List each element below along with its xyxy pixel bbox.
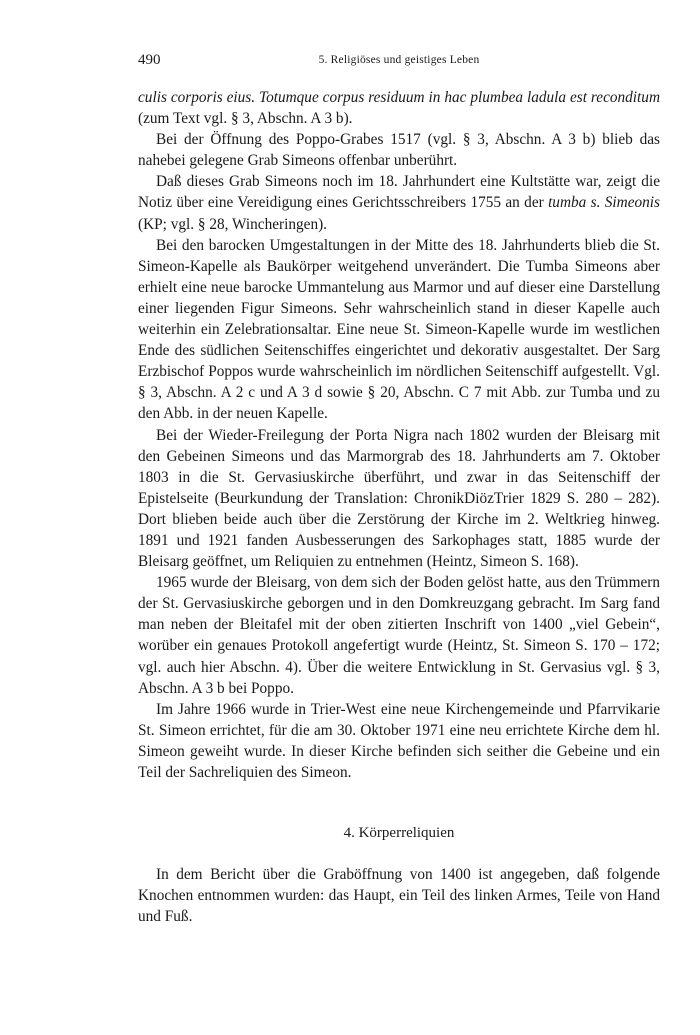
running-title: 5. Religiöses und geistiges Leben <box>318 54 480 66</box>
page-number: 490 <box>138 52 161 68</box>
paragraph-3-before: Daß dieses Grab Simeons noch im 18. Jahrhundert eine Kultstätte war, zeigt die Notiz über eine Vereidigung eines Gerichtsschreibers 1755 an der <box>138 173 660 212</box>
paragraph-7: Im Jahre 1966 wurde in Trier-West eine neue Kirchengemeinde und Pfarrvikarie St. Simeon errichtet, für die am 30. Oktober 1971 eine neu errichtete Kirche dem hl. Simeon geweiht wurde. In dieser Kirche befinden sich seither die Gebeine und ein Teil der Sachreliquien des Simeon. <box>138 700 660 781</box>
body-text <box>138 87 660 783</box>
paragraph-5: Bei der Wieder-Freilegung der Porta Nigra nach 1802 wurden der Bleisarg mit den Gebeinen Simeons und das Marmorgrab des 18. Jahrhunderts am 7. Oktober 1803 in die St. Gervasiuskirche überführt, und zwar in das Seitenschiff der Epistelseite (Beurkundung der Translation: ChronikDiözTrier 1829 S. 280 – 282). Dort blieben beide auch über die Zerstörung der Kirche im 2. Weltkrieg hinweg. 1891 und 1921 fanden Ausbesserungen des Sarkophages statt, 1885 wurde der Bleisarg geöffnet, um Reliquien zu entnehmen (Heintz, Simeon S. 168). <box>138 426 660 571</box>
latin-quote: culis corporis eius. Totumque corpus residuum in hac plumbea ladula est reconditum <box>138 89 660 106</box>
paragraph-3-italic: tumba s. Simeonis <box>548 194 661 212</box>
paragraph-6: 1965 wurde der Bleisarg, von dem sich der Boden gelöst hatte, aus den Trümmern der St. Gervasiuskirche geborgen und in den Domkreuzgang gebracht. Im Sarg fand man neben der Bleitafel mit der oben zitierten Inschrift von 1400 „viel Gebein“, worüber ein genaues Protokoll angefertigt wurde (Heintz, St. Simeon S. 170 – 172; vgl. auch hier Abschn. 4). Über die weitere Entwicklung in St. Gervasius vgl. § 3, Abschn. A 3 b bei Poppo. <box>138 574 660 697</box>
running-head <box>138 52 660 72</box>
paragraph-3 <box>138 171 660 234</box>
paragraph-4: Bei den barocken Umgestaltungen in der Mitte des 18. Jahrhunderts blieb die St. Simeon-Kapelle als Baukörper weitgehend unverändert. Die Tumba Simeons aber erhielt eine neue barocke Ummantelung aus Marmor und auf dieser eine Darstellung einer liegenden Figur Simeons. Sehr wahrscheinlich stand in dieser Kapelle auch weiterhin ein Zelebrationsaltar. Eine neue St. Simeon-Kapelle wurde im westlichen Ende des südlichen Seitenschiffes eingerichtet und dekorativ ausgestaltet. Der Sarg Erzbischof Poppos wurde wahrscheinlich im nördlichen Seitenschiff aufgestellt. Vgl. § 3, Abschn. A 2 c und A 3 d sowie § 20, Abschn. C 7 mit Abb. zur Tumba und zu den Abb. in der neuen Kapelle. <box>138 236 660 423</box>
section-text <box>138 864 660 927</box>
section-heading: 4. Körperreliquien <box>343 825 455 841</box>
paragraph-2: Bei der Öffnung des Poppo-Grabes 1517 (vgl. § 3, Abschn. A 3 b) blieb das nahebei gelegene Grab Simeons offenbar unberührt. <box>138 131 660 170</box>
section-paragraph-1: In dem Bericht über die Graböffnung von 1400 ist angegeben, daß folgende Knochen entnommen wurden: das Haupt, ein Teil des linken Armes, Teile von Hand und Fuß. <box>138 866 660 926</box>
paragraph-1-rest: (zum Text vgl. § 3, Abschn. A 3 b). <box>138 110 353 128</box>
paragraph-3-after: (KP; vgl. § 28, Wincheringen). <box>138 215 328 233</box>
paragraph-1 <box>138 87 660 129</box>
